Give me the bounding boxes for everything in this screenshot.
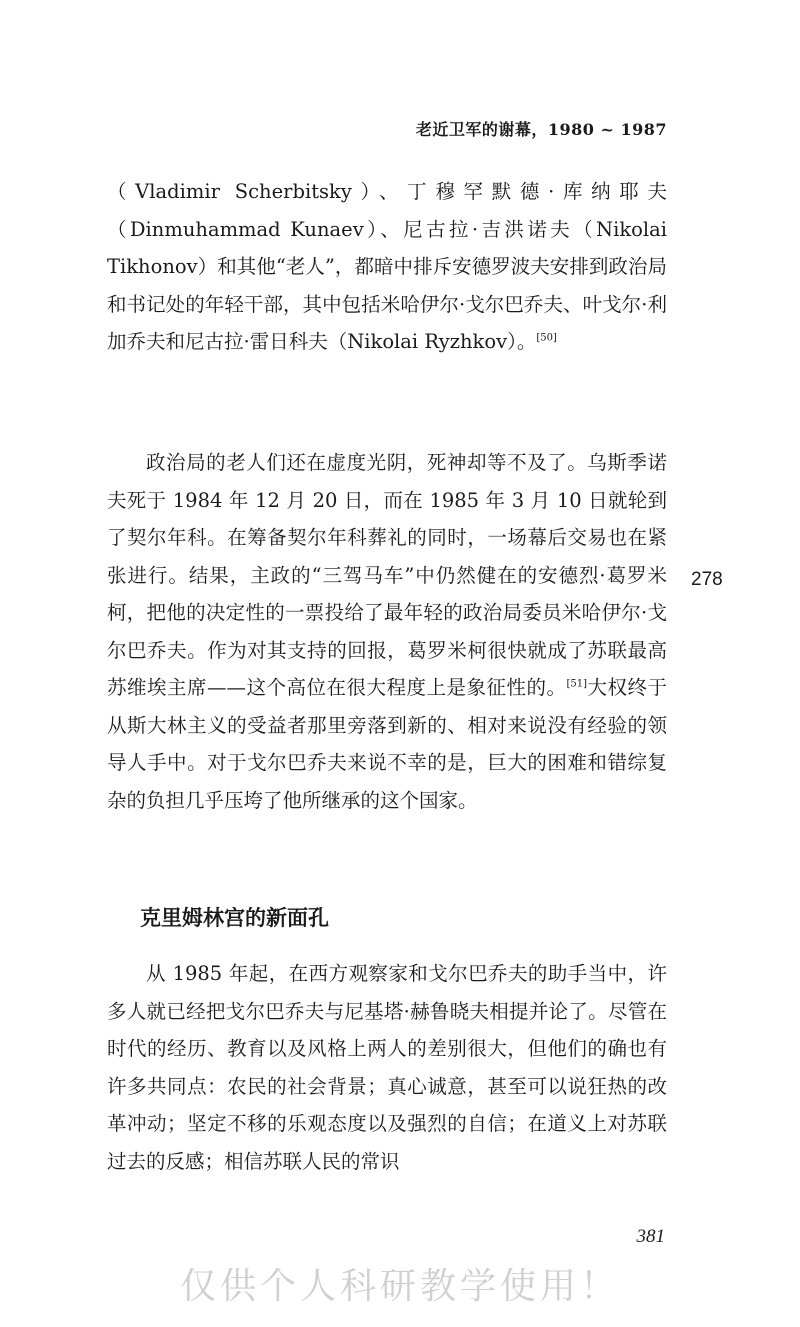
footnote-marker[interactable]: [50] bbox=[536, 332, 557, 344]
paragraph bbox=[107, 955, 667, 1180]
page-number: 381 bbox=[636, 1226, 665, 1247]
paragraph-text: 从 1985 年起，在西方观察家和戈尔巴乔夫的助手当中，许多人就已经把戈尔巴乔夫与尼基塔·赫鲁晓夫相提并论了。尽管在时代的经历、教育以及风格上两人的差别很大，但他们的确也有许多共同点：农民的社会背景；真心诚意，甚至可以说狂热的改革冲动；坚定不移的乐观态度以及强烈的自信；在道义上对苏联过去的反感；相信苏联人民的常识 bbox=[107, 962, 667, 1173]
paragraph bbox=[107, 444, 667, 819]
original-page-number: 278 bbox=[691, 569, 723, 590]
paragraph-text: （Vladimir Scherbitsky）、丁穆罕默德·库纳耶夫（Dinmuhammad Kunaev）、尼古拉·吉洪诺夫（Nikolai Tikhonov）和其他“老人”，都暗中排斥安德罗波夫安排到政治局和书记处的年轻干部，其中包括米哈伊尔·戈尔巴乔夫、叶戈尔·利加乔夫和尼古拉·雷日科夫（Nikolai Ryzhkov）。 bbox=[107, 180, 667, 353]
footnote-marker[interactable]: [51] bbox=[566, 678, 587, 690]
paragraph-text: 大权终于从斯大林主义的受益者那里旁落到新的、相对来说没有经验的领导人手中。对于戈尔巴乔夫来说不幸的是，巨大的困难和错综复杂的负担几乎压垮了他所继承的这个国家。 bbox=[107, 676, 667, 812]
paragraph-text: 政治局的老人们还在虚度光阴，死神却等不及了。乌斯季诺夫死于 1984 年 12 月 20 日，而在 1985 年 3 月 10 日就轮到了契尔年科。在筹备契尔年科葬礼的同时，一场幕后交易也在紧张进行。结果，主政的“三驾马车”中仍然健在的安德烈·葛罗米柯，把他的决定性的一票投给了最年轻的政治局委员米哈伊尔·戈尔巴乔夫。作为对其支持的回报，葛罗米柯很快就成了苏联最高苏维埃主席——这个高位在很大程度上是象征性的。 bbox=[107, 451, 667, 699]
paragraph-continuation bbox=[107, 173, 667, 361]
running-header: 老近卫军的谢幕，1980 ~ 1987 bbox=[415, 120, 667, 139]
watermark: 仅供个人科研教学使用！ bbox=[179, 1266, 620, 1307]
section-heading: 克里姆林宫的新面孔 bbox=[140, 906, 329, 930]
